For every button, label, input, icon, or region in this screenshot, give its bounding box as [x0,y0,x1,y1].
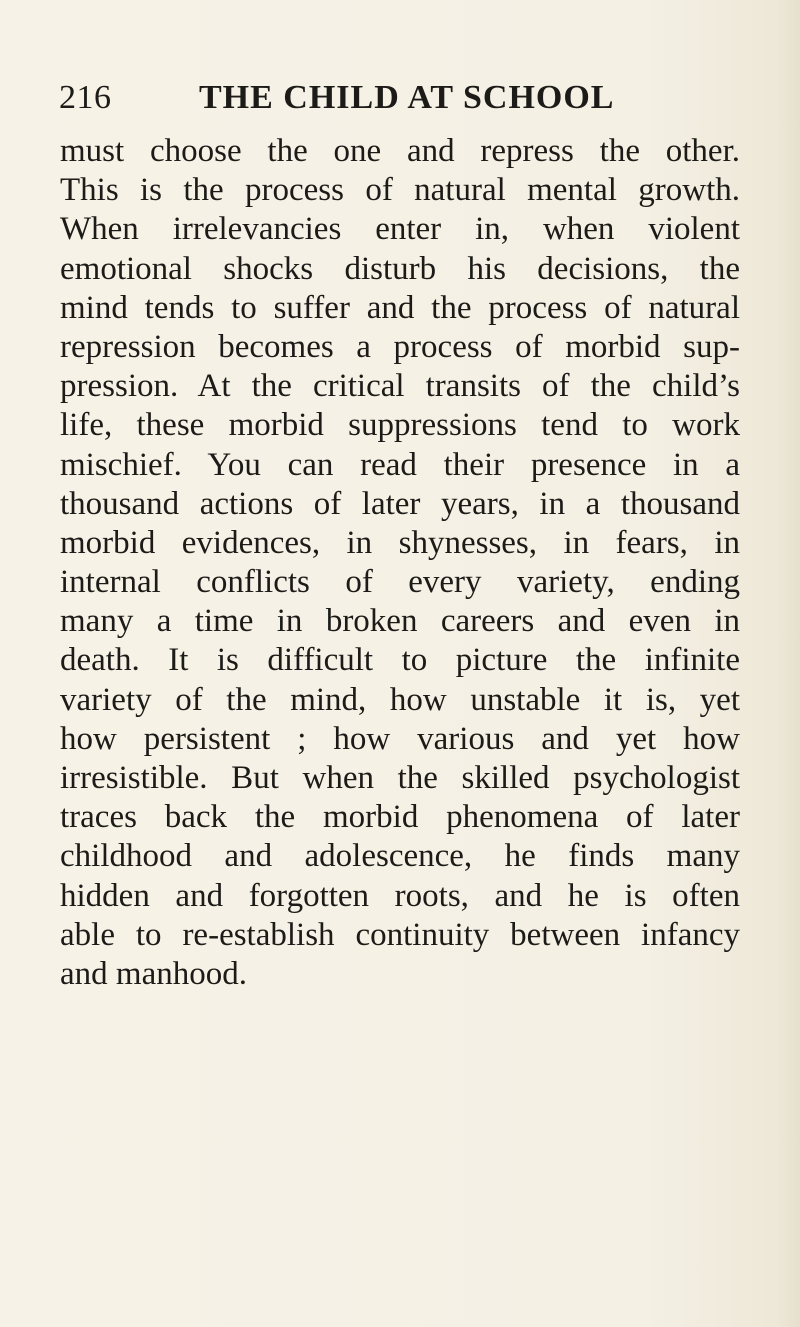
text-line: This is the process of natural mental growth. [60,172,740,209]
text-line: When irrelevancies enter in, when violent [60,211,740,248]
text-line: hidden and forgotten roots, and he is often [60,877,740,914]
page-number: 216 [59,79,112,116]
text-line: morbid evidences, in shynesses, in fears, in [60,524,740,561]
text-line: pression. At the critical transits of the child’s [60,368,740,405]
text-line: repression becomes a process of morbid sup- [60,328,740,365]
text-line: internal conflicts of every variety, ending [60,564,740,601]
text-line: irresistible. But when the skilled psychologist [60,760,740,796]
text-line: able to re-establish continuity between infancy [60,916,740,953]
text-line: and manhood. [60,955,247,992]
text-line: mischief. You can read their presence in a [60,446,740,483]
text-line: many a time in broken careers and even in [60,603,740,640]
running-head: THE CHILD AT SCHOOL [199,79,615,116]
text-line: thousand actions of later years, in a thousand [60,485,740,522]
text-line: death. It is difficult to picture the infinite [60,642,740,679]
text-line: must choose the one and repress the other. [60,133,740,169]
text-line: mind tends to suffer and the process of natural [60,289,740,326]
text-line: variety of the mind, how unstable it is, yet [60,681,740,718]
text-line: how persistent ; how various and yet how [60,720,740,757]
page-header [59,78,699,118]
text-line: childhood and adolescence, he finds many [60,838,740,875]
body-paragraph [60,132,740,994]
text-line: life, these morbid suppressions tend to work [60,407,740,444]
text-line: traces back the morbid phenomena of later [60,799,740,836]
text-line: emotional shocks disturb his decisions, the [60,250,740,287]
